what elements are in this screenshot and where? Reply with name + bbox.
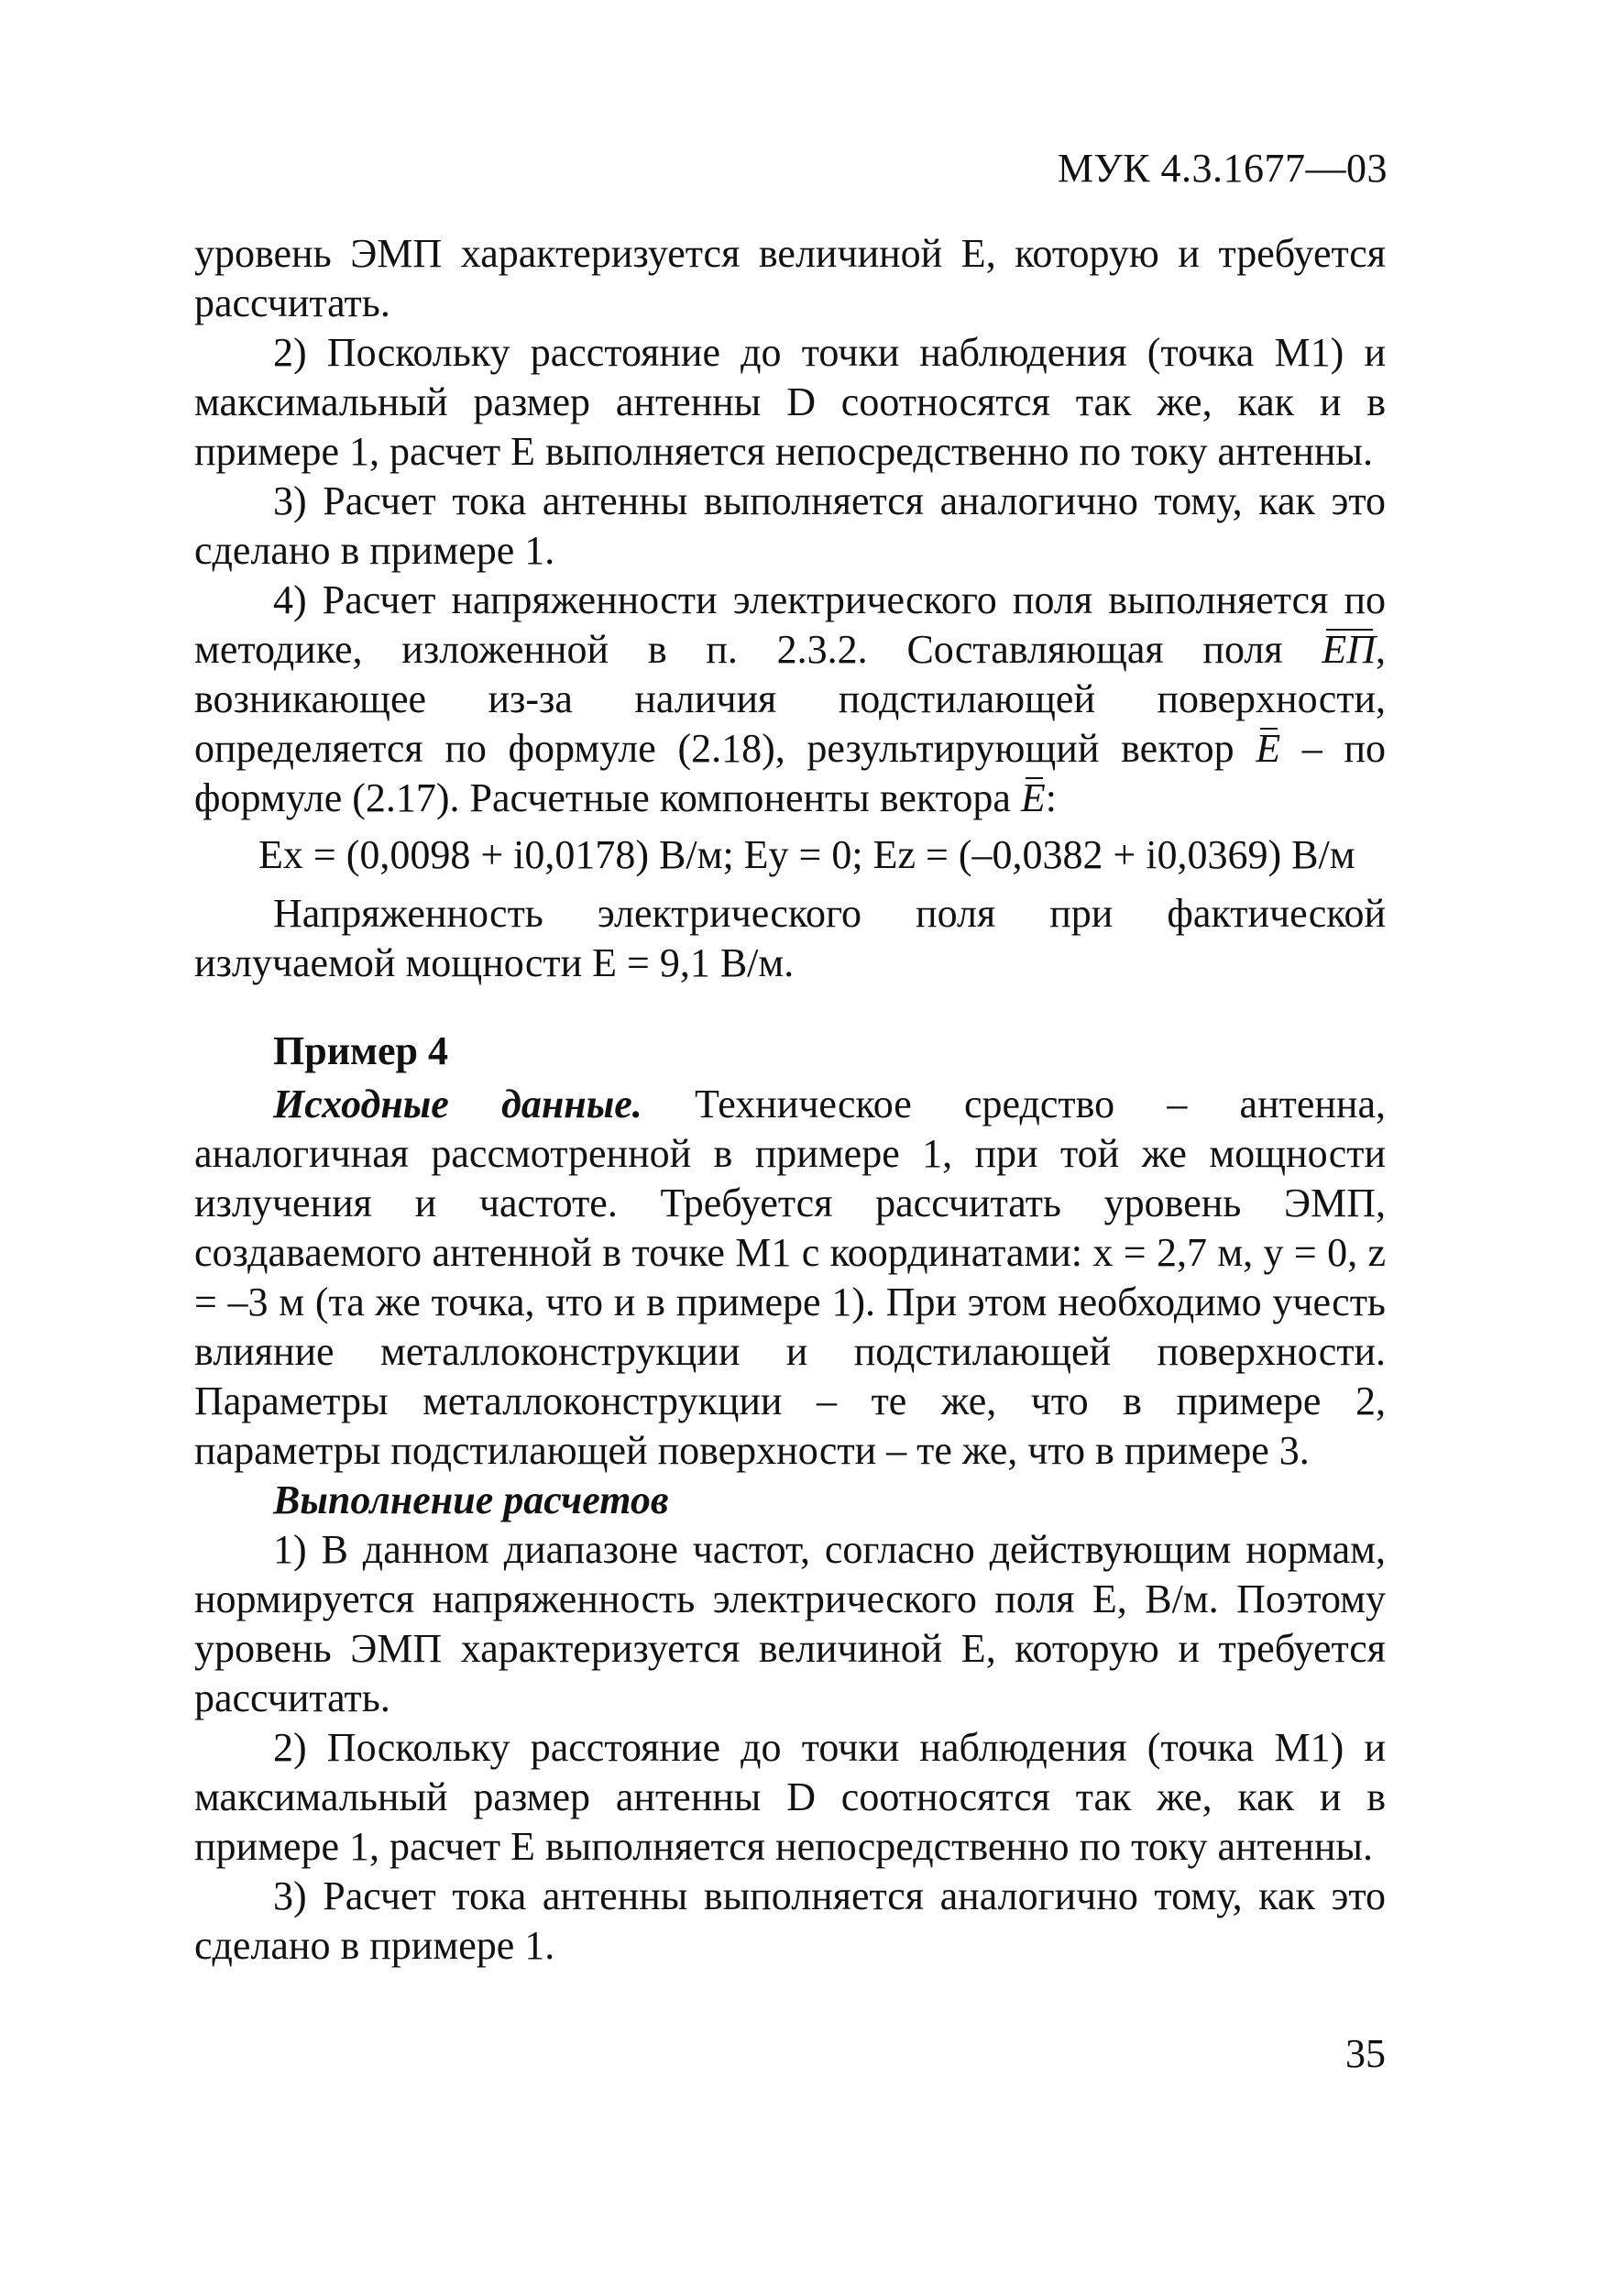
document-code-header: МУК 4.3.1677—03 xyxy=(1057,146,1388,191)
input-data-label: Исходные данные. xyxy=(273,1082,642,1126)
paragraph-step-4 xyxy=(194,576,1386,823)
example-4-input-data xyxy=(194,1080,1386,1476)
paragraph-field-result: Напряженность электрического поля при фактической излучаемой мощности E = 9,1 В/м. xyxy=(194,891,1386,985)
calculation-heading: Выполнение расчетов xyxy=(273,1478,669,1522)
vector-e-result: E xyxy=(1256,724,1280,774)
vector-e-p: EП xyxy=(1322,625,1376,675)
vector-components-formula: Ex = (0,0098 + i0,0178) В/м; Ey = 0; Ez = (–0,0382 + i0,0369) В/м xyxy=(258,832,1355,877)
step-4-text-d: : xyxy=(1045,775,1057,820)
example-4-step-1: 1) В данном диапазоне частот, согласно действующим нормам, нормируется напряженность электрического поля E, В/м. Поэтому уровень ЭМП характеризуется величиной E, которую и требуется рассчитать. xyxy=(194,1527,1386,1720)
example-4-step-2: 2) Поскольку расстояние до точки наблюдения (точка М1) и максимальный размер антенны D соотносятся так же, как и в примере 1, расчет E выполняется непосредственно по току антенны. xyxy=(194,1725,1386,1869)
example-4-heading: Пример 4 xyxy=(273,1028,449,1073)
step-4-text-a: 4) Расчет напряженности электрического поля выполняется по методике, изложенной в п. 2.3.2. Составляющая поля xyxy=(194,577,1386,672)
page-body xyxy=(194,229,1386,1971)
paragraph-step-3: 3) Расчет тока антенны выполняется аналогично тому, как это сделано в примере 1. xyxy=(194,478,1386,573)
example-4-step-3: 3) Расчет тока антенны выполняется аналогично тому, как это сделано в примере 1. xyxy=(194,1873,1386,1968)
input-data-text: Техническое средство – антенна, аналогичная рассмотренной в примере 1, при той же мощности излучения и частоте. Требуется рассчитать уровень ЭМП, создаваемого антенной в точке М1 с координатами: x = 2,7 м, y = 0, z = –3 м (та же точка, что и в примере 1). При этом необходимо учесть влияние металлоконструкции и подстилающей поверхности. Параметры металлоконструкции – те же, что в примере 2, параметры подстилающей поверхности – те же, что в примере 3. xyxy=(194,1082,1387,1473)
step-4-text-b: , возникающее из-за наличия подстилающей поверхности, определяется по формуле (2.18), результирующий вектор xyxy=(194,627,1386,771)
vector-e-components: E xyxy=(1021,774,1046,823)
paragraph-continuation: уровень ЭМП характеризуется величиной E, которую и требуется рассчитать. xyxy=(194,231,1386,325)
step-4-text-c: – по формуле (2.17). Расчетные компоненты вектора xyxy=(194,726,1387,820)
page-number: 35 xyxy=(1345,2031,1386,2076)
paragraph-step-2: 2) Поскольку расстояние до точки наблюдения (точка М1) и максимальный размер антенны D соотносятся так же, как и в примере 1, расчет E выполняется непосредственно по току антенны. xyxy=(194,330,1386,474)
